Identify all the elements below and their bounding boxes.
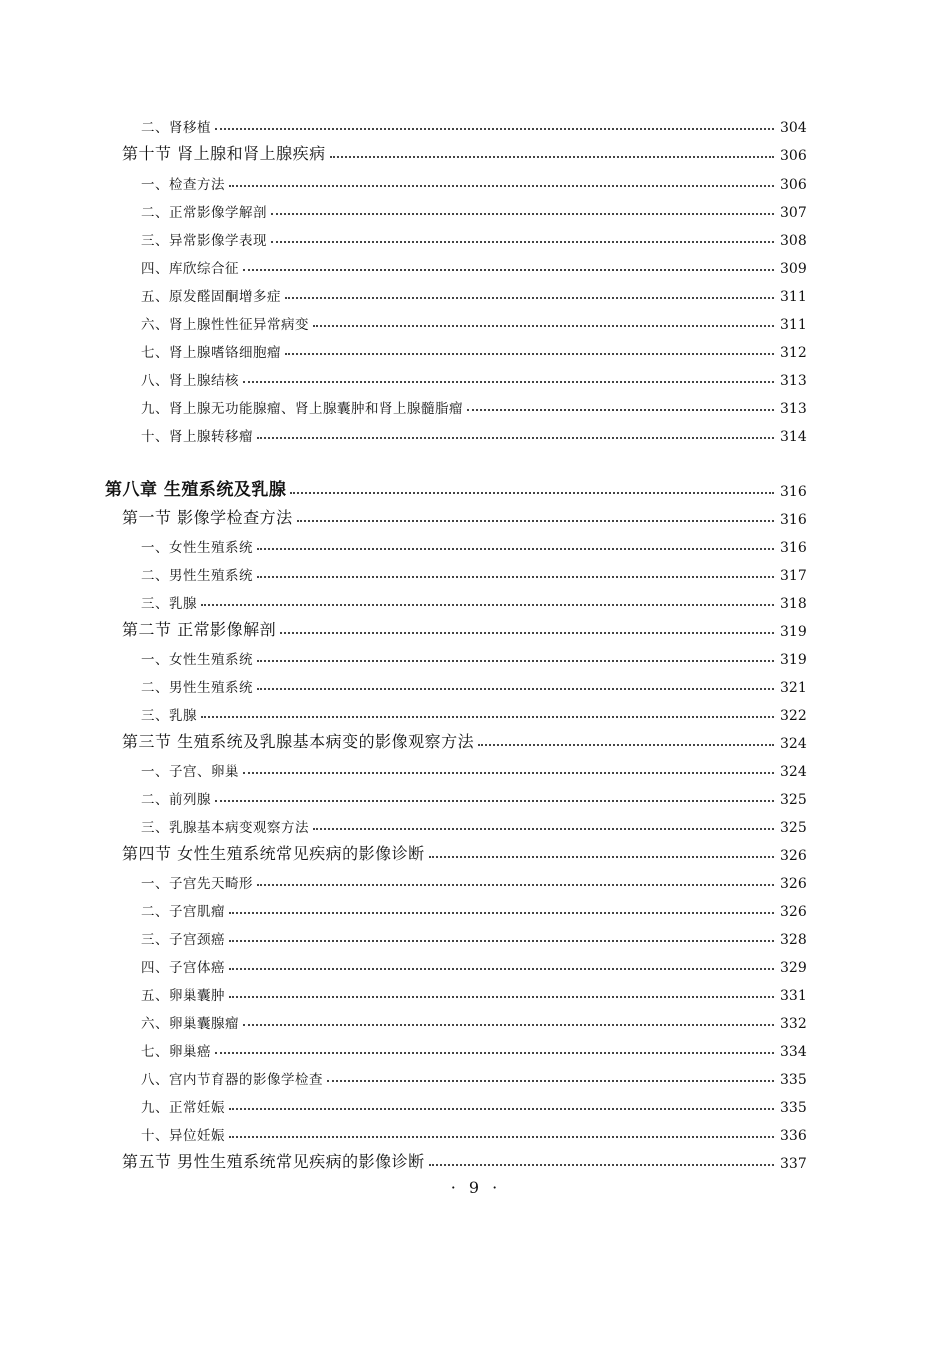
toc-item-entry	[141, 1094, 810, 1116]
toc-item-entry	[141, 702, 810, 724]
toc-section-entry	[122, 1150, 810, 1172]
toc-entry-page-number: 326	[780, 904, 807, 920]
toc-entry-page-number: 313	[780, 401, 807, 417]
toc-entry-page-number: 316	[780, 484, 807, 500]
toc-item-entry	[141, 982, 810, 1004]
toc-entry-page-number: 322	[780, 708, 807, 724]
toc-entry-title: 七、卵巢癌	[141, 1044, 211, 1060]
toc-entry-page-number: 308	[780, 233, 807, 249]
toc-entry-page-number: 325	[780, 820, 807, 836]
toc-entry-page-number: 328	[780, 932, 807, 948]
dot-leader	[243, 1024, 774, 1026]
page-number: · 9 ·	[450, 1178, 502, 1197]
toc-entry-title: 九、肾上腺无功能腺瘤、肾上腺囊肿和肾上腺髓脂瘤	[141, 401, 463, 417]
dot-leader	[257, 884, 774, 886]
toc-entry-page-number: 326	[780, 848, 807, 864]
dot-leader	[429, 856, 774, 858]
toc-entry-title: 八、肾上腺结核	[141, 373, 239, 389]
dot-leader	[257, 437, 774, 439]
dot-leader	[215, 800, 774, 802]
toc-item-entry	[141, 758, 810, 780]
toc-entry-title: 二、子宫肌瘤	[141, 904, 225, 920]
toc-entry-title: 三、异常影像学表现	[141, 233, 267, 249]
toc-entry-title: 九、正常妊娠	[141, 1100, 225, 1116]
toc-item-entry	[141, 199, 810, 221]
toc-item-entry	[141, 814, 810, 836]
dot-leader	[243, 381, 774, 383]
toc-entry-title: 二、肾移植	[141, 120, 211, 136]
toc-item-entry	[141, 339, 810, 361]
toc-item-entry	[141, 171, 810, 193]
dot-leader	[478, 744, 774, 746]
dot-leader	[229, 185, 774, 187]
toc-item-entry	[141, 870, 810, 892]
toc-entry-page-number: 325	[780, 792, 807, 808]
toc-entry-page-number: 314	[780, 429, 807, 445]
toc-entry-page-number: 319	[780, 652, 807, 668]
dot-leader	[330, 156, 774, 158]
toc-chapter-entry	[105, 478, 810, 500]
dot-leader	[215, 128, 774, 130]
toc-entry-page-number: 335	[780, 1072, 807, 1088]
toc-section-entry	[122, 730, 810, 752]
toc-entry-page-number: 335	[780, 1100, 807, 1116]
toc-entry-title: 二、正常影像学解剖	[141, 205, 267, 221]
toc-entry-title: 一、女性生殖系统	[141, 540, 253, 556]
toc-entry-title: 四、库欣综合征	[141, 261, 239, 277]
dot-leader	[280, 632, 774, 634]
toc-entry-title: 一、子宫、卵巢	[141, 764, 239, 780]
toc-entry-title: 第一节 影像学检查方法	[122, 508, 293, 527]
toc-entry-title: 第五节 男性生殖系统常见疾病的影像诊断	[122, 1152, 425, 1171]
toc-entry-page-number: 319	[780, 624, 807, 640]
dot-leader	[229, 996, 774, 998]
toc-entry-title: 十、异位妊娠	[141, 1128, 225, 1144]
dot-leader	[229, 940, 774, 942]
dot-leader	[229, 968, 774, 970]
toc-item-entry	[141, 646, 810, 668]
dot-leader	[257, 660, 774, 662]
dot-leader	[290, 492, 774, 494]
toc-entry-page-number: 326	[780, 876, 807, 892]
toc-entry-page-number: 313	[780, 373, 807, 389]
toc-entry-page-number: 306	[780, 148, 807, 164]
toc-entry-title: 一、检查方法	[141, 177, 225, 193]
toc-entry-title: 三、子宫颈癌	[141, 932, 225, 948]
toc-entry-page-number: 329	[780, 960, 807, 976]
dot-leader	[285, 353, 774, 355]
toc-item-entry	[141, 926, 810, 948]
dot-leader	[243, 269, 774, 271]
toc-section-entry	[122, 618, 810, 640]
toc-item-entry	[141, 1066, 810, 1088]
dot-leader	[271, 241, 774, 243]
dot-leader	[285, 297, 774, 299]
toc-item-entry	[141, 423, 810, 445]
toc-entry-page-number: 311	[780, 289, 807, 305]
dot-leader	[229, 1136, 774, 1138]
dot-leader	[313, 325, 774, 327]
toc-item-entry	[141, 534, 810, 556]
toc-entry-page-number: 332	[780, 1016, 807, 1032]
dot-leader	[257, 688, 774, 690]
toc-item-entry	[141, 954, 810, 976]
dot-leader	[215, 1052, 774, 1054]
toc-entry-page-number: 321	[780, 680, 807, 696]
toc-entry-title: 二、男性生殖系统	[141, 568, 253, 584]
toc-entry-title: 一、子宫先天畸形	[141, 876, 253, 892]
dot-leader	[313, 828, 774, 830]
toc-item-entry	[141, 367, 810, 389]
toc-entry-page-number: 336	[780, 1128, 807, 1144]
toc-entry-page-number: 311	[780, 317, 807, 333]
dot-leader	[201, 716, 774, 718]
toc-entry-page-number: 331	[780, 988, 807, 1004]
toc-item-entry	[141, 898, 810, 920]
toc-entry-page-number: 316	[780, 512, 807, 528]
toc-entry-page-number: 334	[780, 1044, 807, 1060]
toc-entry-page-number: 306	[780, 177, 807, 193]
toc-entry-title: 五、卵巢囊肿	[141, 988, 225, 1004]
dot-leader	[257, 548, 774, 550]
toc-entry-title: 十、肾上腺转移瘤	[141, 429, 253, 445]
toc-item-entry	[141, 311, 810, 333]
toc-entry-title: 四、子宫体癌	[141, 960, 225, 976]
toc-entry-title: 二、男性生殖系统	[141, 680, 253, 696]
toc-item-entry	[141, 1010, 810, 1032]
toc-entry-title: 三、乳腺	[141, 708, 197, 724]
toc-section-entry	[122, 506, 810, 528]
toc-entry-page-number: 309	[780, 261, 807, 277]
toc-item-entry	[141, 227, 810, 249]
toc-entry-page-number: 324	[780, 764, 807, 780]
toc-entry-title: 第二节 正常影像解剖	[122, 620, 277, 639]
toc-section-entry	[122, 842, 810, 864]
dot-leader	[271, 213, 774, 215]
toc-entry-title: 第八章 生殖系统及乳腺	[105, 480, 287, 500]
dot-leader	[257, 576, 774, 578]
toc-entry-title: 第十节 肾上腺和肾上腺疾病	[122, 144, 326, 163]
toc-entry-page-number: 337	[780, 1156, 807, 1172]
toc-item-entry	[141, 114, 810, 136]
toc-entry-page-number: 317	[780, 568, 807, 584]
toc-entry-title: 三、乳腺	[141, 596, 197, 612]
toc-entry-title: 八、宫内节育器的影像学检查	[141, 1072, 323, 1088]
toc-entry-title: 七、肾上腺嗜铬细胞瘤	[141, 345, 281, 361]
toc-entry-page-number: 304	[780, 120, 807, 136]
toc-entry-title: 五、原发醛固酮增多症	[141, 289, 281, 305]
toc-entry-title: 六、卵巢囊腺瘤	[141, 1016, 239, 1032]
dot-leader	[201, 604, 774, 606]
toc-item-entry	[141, 786, 810, 808]
toc-entry-title: 六、肾上腺性性征异常病变	[141, 317, 309, 333]
dot-leader	[297, 520, 774, 522]
toc-entry-page-number: 312	[780, 345, 807, 361]
toc-entry-page-number: 318	[780, 596, 807, 612]
toc-item-entry	[141, 1122, 810, 1144]
toc-item-entry	[141, 395, 810, 417]
toc-entry-title: 第四节 女性生殖系统常见疾病的影像诊断	[122, 844, 425, 863]
dot-leader	[229, 1108, 774, 1110]
toc-entry-page-number: 324	[780, 736, 807, 752]
toc-entry-page-number: 316	[780, 540, 807, 556]
dot-leader	[467, 409, 774, 411]
toc-entry-page-number: 307	[780, 205, 807, 221]
toc-entry-title: 三、乳腺基本病变观察方法	[141, 820, 309, 836]
dot-leader	[429, 1164, 774, 1166]
toc-item-entry	[141, 674, 810, 696]
toc-entry-title: 一、女性生殖系统	[141, 652, 253, 668]
toc-item-entry	[141, 255, 810, 277]
toc-entry-title: 第三节 生殖系统及乳腺基本病变的影像观察方法	[122, 732, 475, 751]
toc-entry-title: 二、前列腺	[141, 792, 211, 808]
toc-item-entry	[141, 562, 810, 584]
dot-leader	[327, 1080, 774, 1082]
toc-item-entry	[141, 590, 810, 612]
dot-leader	[229, 912, 774, 914]
toc-item-entry	[141, 283, 810, 305]
toc-section-entry	[122, 142, 810, 164]
toc-item-entry	[141, 1038, 810, 1060]
dot-leader	[243, 772, 774, 774]
